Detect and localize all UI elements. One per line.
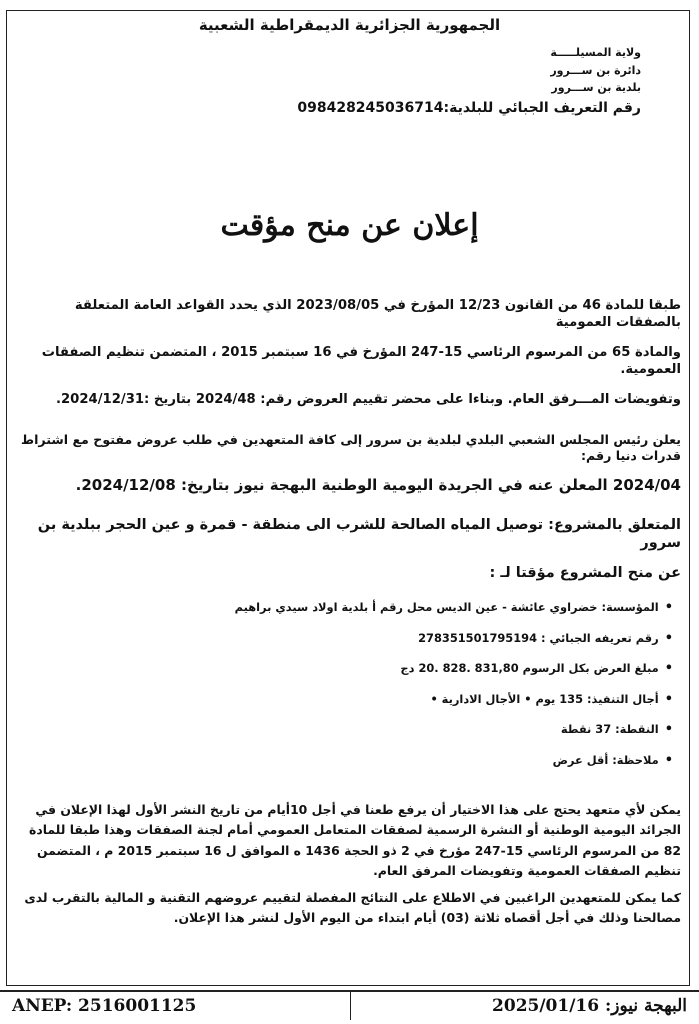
bullet-icon: • <box>664 630 673 646</box>
bullet-icon: • <box>664 752 673 768</box>
republic-heading: الجمهورية الجزائرية الديمقراطية الشعبية <box>198 16 501 34</box>
publication-line: 2024/04 المعلن عنه في الجريدة اليومية الوطنية البهجة نيوز بتاريخ: 2024/12/08. <box>75 476 681 494</box>
bullet-icon: • <box>664 691 673 707</box>
announcement-title: إعلان عن منح مؤقت <box>220 208 479 243</box>
closing-section <box>14 800 681 935</box>
footer-divider <box>350 992 351 1020</box>
award-details-list <box>20 600 673 783</box>
intro-line: والمادة 65 من المرسوم الرئاسي 15-247 المؤرخ في 16 سبتمبر 2015 ، المتضمن تنظيم الصفقات العمومية. <box>41 345 681 377</box>
list-item: • مبلغ العرض بكل الرسوم 831,80 .828 .20 دج <box>400 661 673 676</box>
results-paragraph: كما يمكن للمتعهدين الراغبين في الاطلاع على النتائج المفصلة لتقييم عروضهم التقنية و المالية بالتقرب لدى مصالحنا وذلك في أجل أقصاه ثلاثة (03) أيام ابتداء من اليوم الأول لنشر هذا الإعلان. <box>24 889 681 926</box>
wilaya-line: ولاية المسيلـــــة <box>550 46 641 59</box>
list-item: • المؤسسة: خضراوي عائشة - عين الديس محل رقم أ بلدية اولاد سيدي براهيم <box>234 600 673 615</box>
intro-paragraph <box>14 298 681 423</box>
list-item: • أجال التنفيذ: 135 يوم • الأجال الادارية • <box>430 691 673 707</box>
commune-line: بلدية بن ســـرور <box>551 81 641 95</box>
daira-line: دائرة بن ســـرور <box>550 63 641 77</box>
list-item: • رقم تعريفه الجبائي : 278351501795194 <box>418 630 673 646</box>
tax-id-line: رقم التعريف الجبائي للبلدية:098428245036714 <box>297 99 641 116</box>
project-line: المتعلق بالمشروع: توصيل المياه الصالحة للشرب الى منطقة - قمرة و عين الحجر ببلدية بن سرور <box>37 517 681 552</box>
newspaper-date: البهجة نيوز: 2025/01/16 <box>492 996 687 1016</box>
footer-bar <box>0 990 699 1020</box>
administrative-header <box>297 44 641 119</box>
intro-line: طبقا للمادة 46 من القانون 12/23 المؤرخ في 2023/08/05 الذي يحدد القواعد العامة المتعلقة بالصفقات العمومية <box>74 298 681 330</box>
appeal-paragraph: يمكن لأي متعهد يحتج على هذا الاختيار أن يرفع طعنا في أجل 10أيام من تاريخ النشر الأول لهذا الإعلان في الجرائد اليومية الوطنية أو النشرة الرسمية لصفقات المتعامل العمومي أمام لجنة الصفقات وهذا طبقا للمادة 82 من المرسوم الرئاسي 15-247 مؤرخ في 2 ذو الحجة 1436 ه الموافق ل 16 سبتمبر 2015 م ، المتضمن تنظيم الصفقات العمومية وتفويضات المرفق العام. <box>29 802 681 879</box>
anep-number: ANEP: 2516001125 <box>12 996 197 1016</box>
list-item: • النقطة: 37 نقطة <box>560 722 673 737</box>
bullet-icon: • <box>664 661 673 676</box>
intro-line: وتفويضات المـــرفق العام. وبناءا على محضر تقييم العروض رقم: 2024/48 بتاريخ :2024/12/31. <box>55 392 681 407</box>
announce-line: يعلن رئيس المجلس الشعبي البلدي لبلدية بن سرور إلى كافة المتعهدين في طلب عروض مفتوح مع اشتراط قدرات دنيا رقم: <box>21 432 681 463</box>
bullet-icon: • <box>664 600 673 615</box>
list-item: • ملاحظة: أقل عرض <box>552 752 673 768</box>
award-heading: عن منح المشروع مؤقتا لـ : <box>489 565 681 581</box>
bullet-icon: • <box>664 722 673 737</box>
